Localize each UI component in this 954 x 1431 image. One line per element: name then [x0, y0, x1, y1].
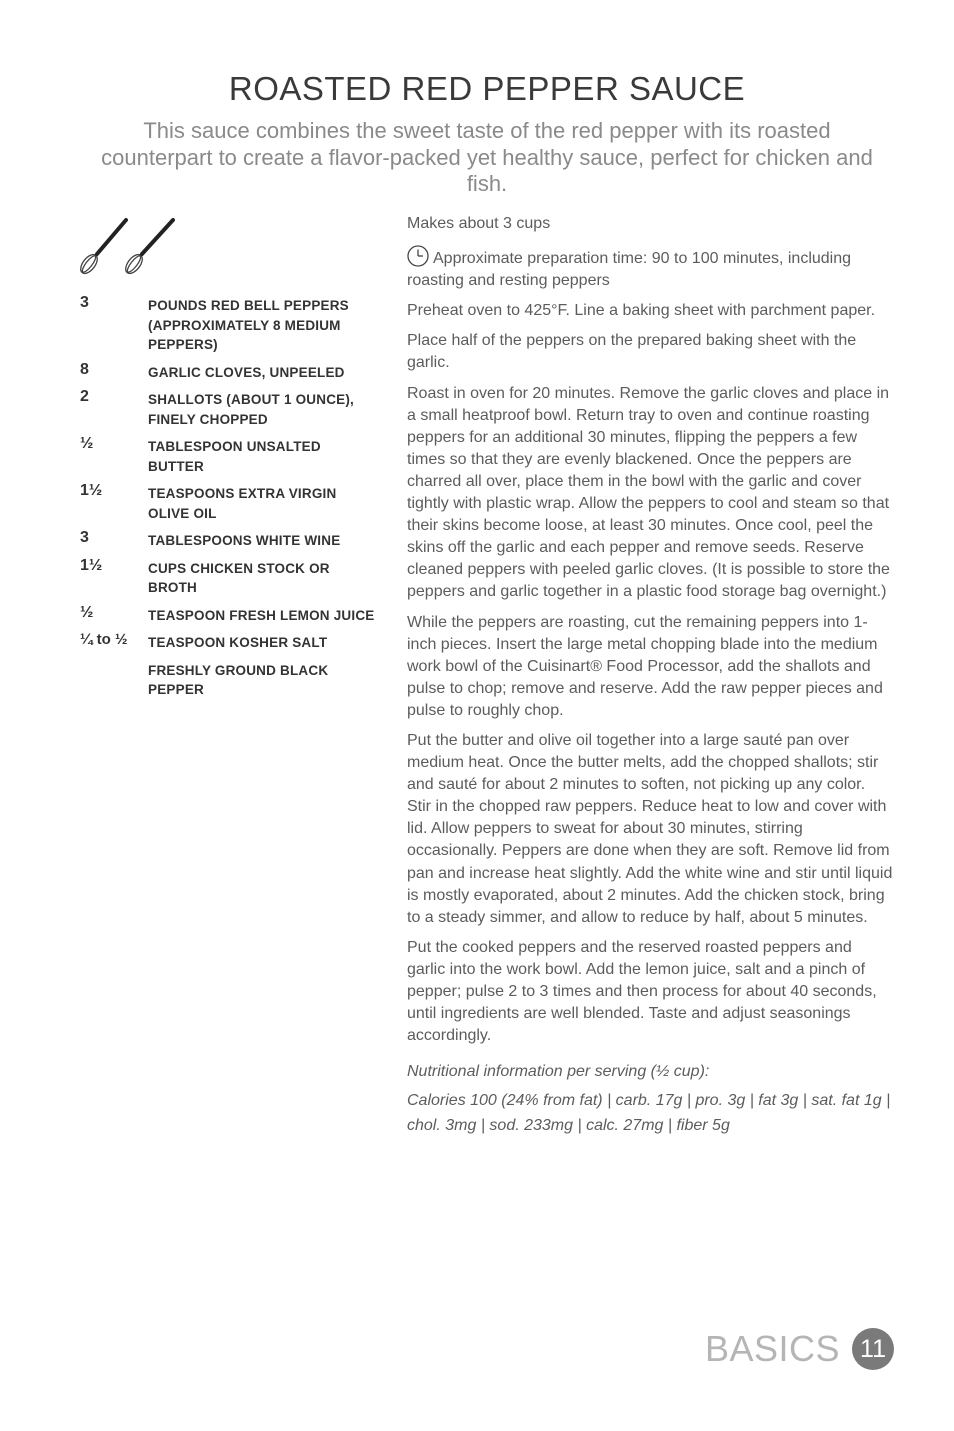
ingredient-quantity: 1½: [80, 556, 103, 574]
ingredient-quantity: ½: [80, 603, 94, 621]
ingredient-quantity: 3: [80, 529, 89, 546]
ingredient-description: CUPS CHICKEN STOCK OR BROTH: [148, 560, 330, 595]
ingredient-item: [80, 633, 380, 653]
ingredient-item: [80, 531, 380, 551]
whisk-icon: [78, 216, 182, 278]
ingredient-item: [80, 603, 380, 626]
ingredient-item: [80, 661, 380, 700]
section-label: BASICS: [704, 1328, 840, 1369]
ingredient-item: [80, 437, 380, 476]
recipe-title: ROASTED RED PEPPER SAUCE: [228, 70, 746, 107]
ingredient-quantity: ¼ to ½: [80, 631, 128, 648]
step-6: Put the cooked peppers and the reserved roasted peppers and garlic into the work bowl. Add the lemon juice, salt and a pinch of pepper; pulse 2 to 3 times and then process for about 40 seconds, until ingredients are well blended. Taste and adjust seasonings accordingly.: [407, 938, 877, 1045]
ingredient-description: TEASPOON KOSHER SALT: [148, 635, 328, 650]
page-number: 11: [852, 1328, 894, 1370]
ingredient-description: TABLESPOONS WHITE WINE: [148, 533, 341, 548]
ingredient-list: [80, 296, 380, 708]
nutrition-heading: Nutritional information per serving (½ cup):: [407, 1063, 710, 1081]
ingredient-description: TEASPOONS EXTRA VIRGIN OLIVE OIL: [148, 486, 337, 521]
prep-time-text: Approximate preparation time: 90 to 100 minutes, including roasting and resting peppers: [407, 250, 852, 290]
ingredient-item: [80, 556, 380, 598]
ingredient-item: [80, 360, 380, 383]
ingredient-item: [80, 484, 380, 523]
ingredient-description: POUNDS RED BELL PEPPERS (APPROXIMATELY 8 MEDIUM PEPPERS): [148, 298, 349, 352]
step-4: While the peppers are roasting, cut the remaining peppers into 1-inch pieces. Insert the large metal chopping blade into the medium work bowl of the Cuisinart® Food Processor, add the shallots and pulse to chop; remove and reserve. Add the raw pepper pieces and pulse to roughly chop.: [407, 613, 883, 719]
ingredient-description: SHALLOTS (ABOUT 1 OUNCE), FINELY CHOPPED: [148, 392, 354, 427]
ingredient-description: FRESHLY GROUND BLACK PEPPER: [148, 662, 329, 697]
page-footer: [705, 1328, 894, 1370]
instructions-column: [407, 213, 893, 1146]
ingredient-quantity: 3: [80, 294, 89, 311]
ingredient-quantity: ½: [80, 435, 94, 452]
clock-icon: [407, 245, 429, 267]
step-5: Put the butter and olive oil together into a large sauté pan over medium heat. Once the butter melts, add the chopped shallots; stir and sauté for about 2 minutes to soften, not picking up any color. Stir in the chopped raw peppers. Reduce heat to low and cover with lid. Allow peppers to sweat for about 30 minutes, stirring occasionally. Peppers are done when they are soft. Remove lid from pan and increase heat slightly. Add the white wine and stir until liquid is mostly evaporated, about 2 minutes. Add the chicken stock, bring to a steady simmer, and allow to reduce by half, about 5 minutes.: [407, 731, 893, 926]
ingredient-description: TABLESPOON UNSALTED BUTTER: [148, 439, 321, 474]
ingredient-item: [80, 296, 380, 355]
ingredient-description: TEASPOON FRESH LEMON JUICE: [148, 607, 375, 623]
ingredient-item: [80, 390, 380, 429]
yield-text: Makes about 3 cups: [407, 215, 551, 232]
nutrition-facts: Calories 100 (24% from fat) | carb. 17g | pro. 3g | fat 3g | sat. fat 1g | chol. 3mg | sod. 233mg | calc. 27mg | fiber 5g: [407, 1092, 891, 1134]
step-2: Place half of the peppers on the prepared baking sheet with the garlic.: [407, 332, 857, 372]
step-1: Preheat oven to 425°F. Line a baking sheet with parchment paper.: [407, 302, 876, 320]
ingredient-description: GARLIC CLOVES, UNPEELED: [148, 364, 345, 380]
prep-time: [407, 245, 893, 292]
ingredient-quantity: 8: [80, 360, 89, 378]
recipe-intro: This sauce combines the sweet taste of the red pepper with its roasted counterpart to create a flavor-packed yet healthy sauce, perfect for chicken and fish.: [101, 118, 873, 196]
ingredient-quantity: 1½: [80, 482, 103, 499]
step-3: Roast in oven for 20 minutes. Remove the garlic cloves and place in a small heatproof bowl. Return tray to oven and continue roasting peppers for an additional 30 minutes, flipping the peppers a few times so that they are evenly blackened. Once the peppers are charred all over, place them in the bowl with the garlic and cover tightly with plastic wrap. Allow the peppers to cool and steam so that their skins become loose, at least 30 minutes. Once cool, peel the skins off the garlic and each pepper and remove seeds. Reserve cleaned peppers with peeled garlic cloves. (It is possible to store the peppers and garlic together in a plastic food storage bag overnight.): [407, 384, 890, 601]
ingredient-quantity: 2: [80, 388, 89, 405]
